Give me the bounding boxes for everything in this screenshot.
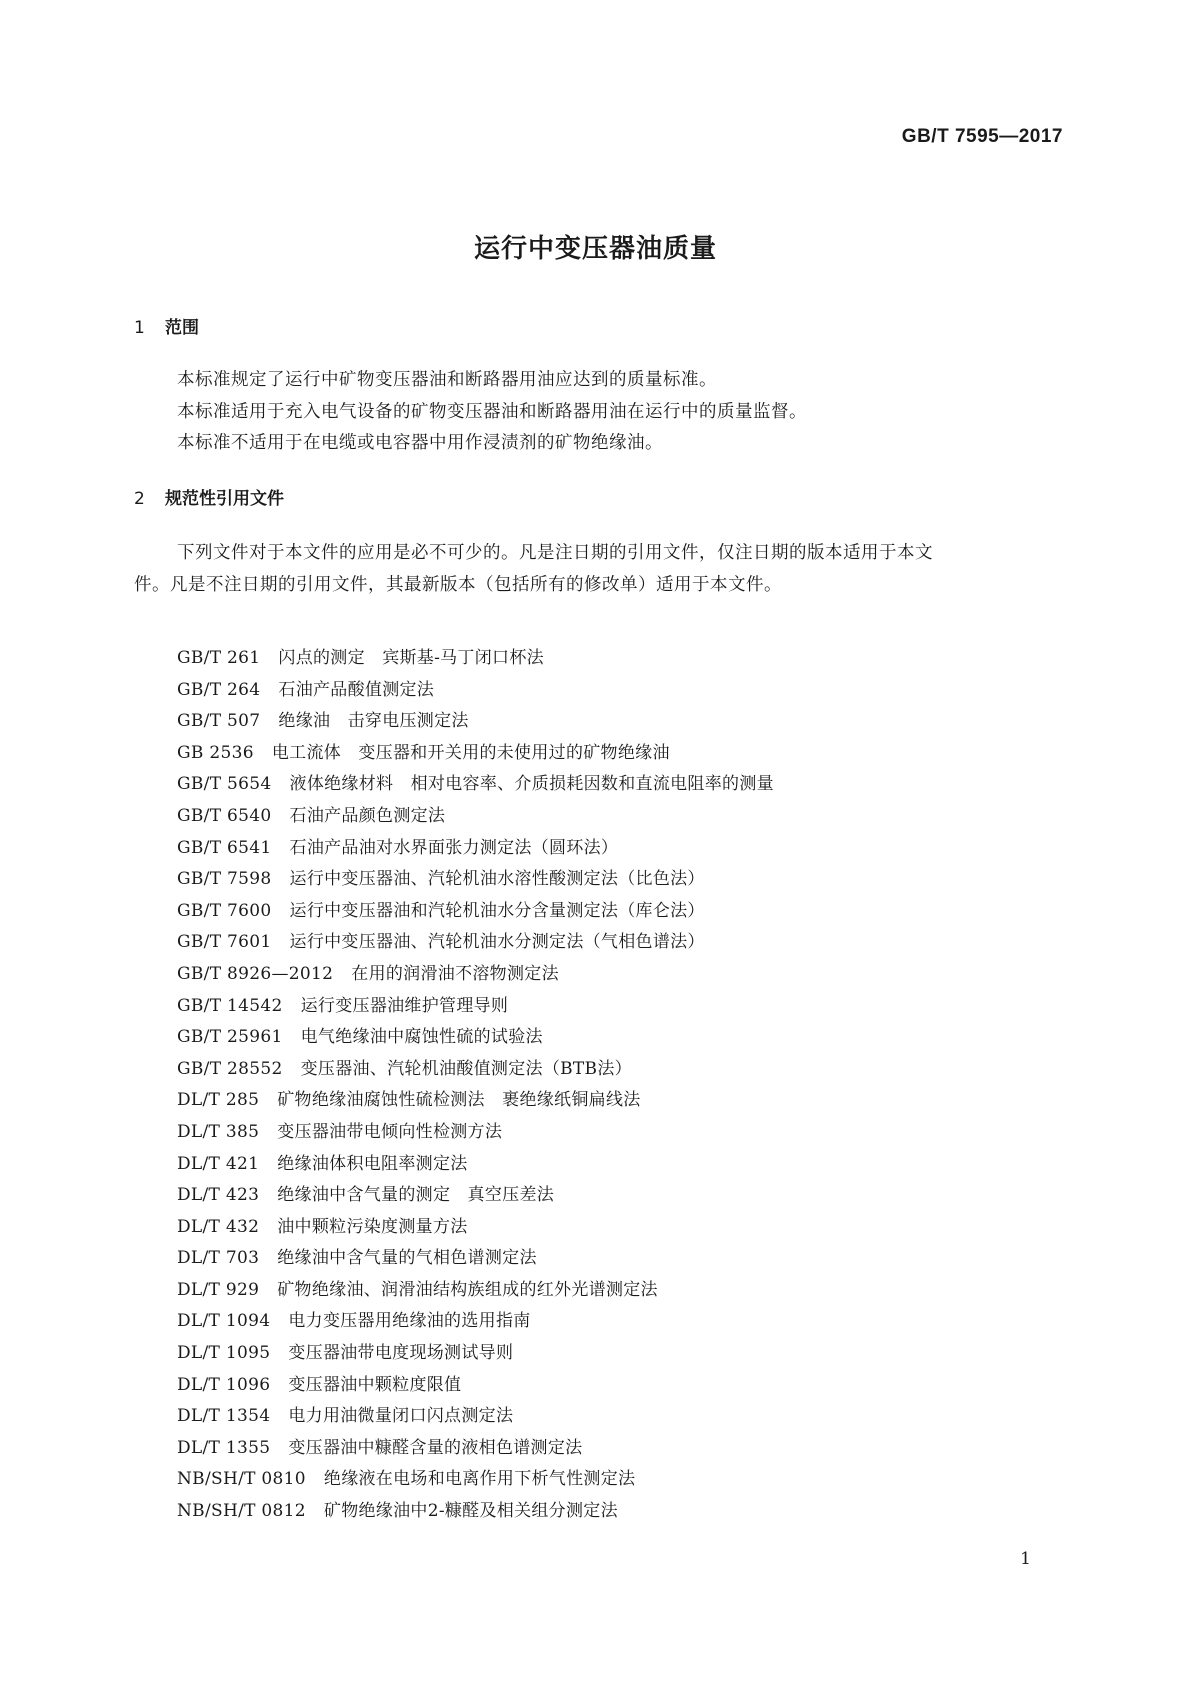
reference-title: 变压器油带电度现场测试导则 [288, 1343, 514, 1364]
normative-references-list [177, 643, 774, 1528]
reference-title: 电力变压器用绝缘油的选用指南 [288, 1311, 531, 1332]
reference-item [177, 1370, 774, 1402]
reference-item [177, 1243, 774, 1275]
reference-title: 绝缘油体积电阻率测定法 [277, 1153, 468, 1174]
document-title: 运行中变压器油质量 [473, 234, 717, 264]
reference-item [177, 706, 774, 738]
reference-code: DL/T 432 [177, 1216, 260, 1237]
reference-item [177, 896, 774, 928]
reference-code: GB/T 7601 [177, 932, 272, 953]
section-title: 规范性引用文件 [165, 489, 284, 509]
reference-item [177, 959, 774, 991]
reference-code: DL/T 703 [177, 1248, 260, 1269]
reference-title: 电工流体 变压器和开关用的未使用过的矿物绝缘油 [271, 742, 670, 763]
reference-title: 在用的润滑油不溶物测定法 [351, 963, 559, 984]
section-2-intro [134, 538, 1074, 601]
reference-item [177, 1054, 774, 1086]
reference-code: GB/T 261 [177, 648, 261, 668]
reference-item [177, 643, 774, 675]
reference-item [177, 991, 774, 1023]
reference-item [177, 675, 774, 707]
reference-item [177, 1180, 774, 1212]
reference-code: GB/T 7598 [177, 869, 272, 890]
reference-code: DL/T 1094 [177, 1311, 271, 1332]
reference-title: 矿物绝缘油中2-糠醛及相关组分测定法 [323, 1501, 618, 1522]
reference-code: DL/T 1095 [177, 1343, 271, 1364]
reference-title: 运行中变压器油、汽轮机油水溶性酸测定法（比色法） [289, 869, 705, 890]
reference-item [177, 927, 774, 959]
reference-item [177, 1212, 774, 1244]
intro-line: 下列文件对于本文件的应用是必不可少的。凡是注日期的引用文件，仅注日期的版本适用于本文 [177, 543, 933, 563]
reference-code: DL/T 1354 [177, 1406, 271, 1427]
reference-title: 运行变压器油维护管理导则 [300, 995, 509, 1016]
reference-title: 电气绝缘油中腐蚀性硫的试验法 [300, 1027, 543, 1048]
reference-item [177, 1149, 774, 1181]
reference-code: GB/T 7600 [177, 900, 272, 921]
page-number: 1 [1020, 1549, 1031, 1569]
paragraph: 本标准不适用于在电缆或电容器中用作浸渍剂的矿物绝缘油。 [177, 433, 663, 454]
reference-title: 液体绝缘材料 相对电容率、介质损耗因数和直流电阻率的测量 [289, 774, 774, 795]
reference-code: GB/T 507 [177, 711, 261, 732]
reference-title: 绝缘油 击穿电压测定法 [278, 711, 469, 732]
reference-title: 绝缘油中含气量的测定 真空压差法 [277, 1185, 555, 1206]
reference-code: GB/T 28552 [177, 1058, 283, 1079]
reference-code: GB/T 6540 [177, 805, 272, 826]
reference-code: GB/T 14542 [177, 995, 283, 1016]
reference-title: 变压器油中糠醛含量的液相色谱测定法 [288, 1437, 583, 1458]
reference-title: 运行中变压器油和汽轮机油水分含量测定法（库仑法） [289, 900, 705, 921]
paragraph: 本标准规定了运行中矿物变压器油和断路器用油应达到的质量标准。 [177, 370, 717, 390]
reference-item [177, 1085, 774, 1117]
section-1-body [134, 365, 1074, 460]
reference-code: GB/T 5654 [177, 774, 272, 795]
reference-code: DL/T 423 [177, 1185, 260, 1206]
reference-code: DL/T 1355 [177, 1437, 271, 1458]
reference-item [177, 1338, 774, 1370]
reference-code: DL/T 929 [177, 1279, 260, 1300]
reference-item [177, 1433, 774, 1465]
reference-title: 变压器油、汽轮机油酸值测定法（BTB法） [300, 1058, 632, 1079]
reference-code: GB/T 6541 [177, 837, 272, 858]
reference-item [177, 864, 774, 896]
reference-item [177, 1401, 774, 1433]
reference-item [177, 1496, 774, 1528]
reference-item [177, 833, 774, 865]
reference-title: 绝缘油中含气量的气相色谱测定法 [277, 1248, 537, 1269]
reference-title: 矿物绝缘油腐蚀性硫检测法 裹绝缘纸铜扁线法 [277, 1090, 641, 1111]
section-number: 2 [134, 489, 145, 509]
reference-title: 电力用油微量闭口闪点测定法 [288, 1406, 514, 1427]
reference-title: 运行中变压器油、汽轮机油水分测定法（气相色谱法） [289, 932, 705, 953]
reference-code: GB/T 25961 [177, 1027, 283, 1048]
section-1-heading [134, 313, 199, 338]
reference-title: 石油产品油对水界面张力测定法（圆环法） [289, 837, 619, 858]
section-title: 范围 [165, 318, 199, 338]
reference-title: 石油产品颜色测定法 [289, 805, 446, 826]
reference-item [177, 1022, 774, 1054]
reference-title: 变压器油中颗粒度限值 [288, 1374, 462, 1395]
reference-code: DL/T 385 [177, 1121, 260, 1142]
reference-title: 油中颗粒污染度测量方法 [277, 1216, 468, 1237]
reference-code: NB/SH/T 0812 [177, 1501, 306, 1522]
reference-code: DL/T 1096 [177, 1374, 271, 1395]
reference-title: 矿物绝缘油、润滑油结构族组成的红外光谱测定法 [277, 1279, 658, 1300]
paragraph: 本标准适用于充入电气设备的矿物变压器油和断路器用油在运行中的质量监督。 [177, 401, 807, 422]
reference-title: 石油产品酸值测定法 [278, 679, 435, 700]
reference-item [177, 738, 774, 770]
section-2-heading [134, 484, 284, 509]
reference-code: GB 2536 [177, 742, 254, 763]
standard-number: GB/T 7595—2017 [901, 126, 1063, 147]
reference-item [177, 1464, 774, 1496]
intro-line: 件。凡是不注日期的引用文件，其最新版本（包括所有的修改单）适用于本文件。 [134, 574, 782, 595]
reference-item [177, 769, 774, 801]
reference-code: DL/T 285 [177, 1090, 260, 1111]
reference-code: GB/T 264 [177, 679, 261, 700]
reference-title: 变压器油带电倾向性检测方法 [277, 1121, 503, 1142]
reference-code: GB/T 8926—2012 [177, 963, 334, 984]
reference-item [177, 1117, 774, 1149]
reference-code: NB/SH/T 0810 [177, 1469, 306, 1490]
reference-item [177, 1275, 774, 1307]
reference-title: 绝缘液在电场和电离作用下析气性测定法 [323, 1469, 636, 1490]
section-number: 1 [134, 318, 145, 338]
reference-item [177, 801, 774, 833]
reference-code: DL/T 421 [177, 1153, 260, 1174]
reference-title: 闪点的测定 宾斯基-马丁闭口杯法 [278, 648, 544, 668]
reference-item [177, 1306, 774, 1338]
